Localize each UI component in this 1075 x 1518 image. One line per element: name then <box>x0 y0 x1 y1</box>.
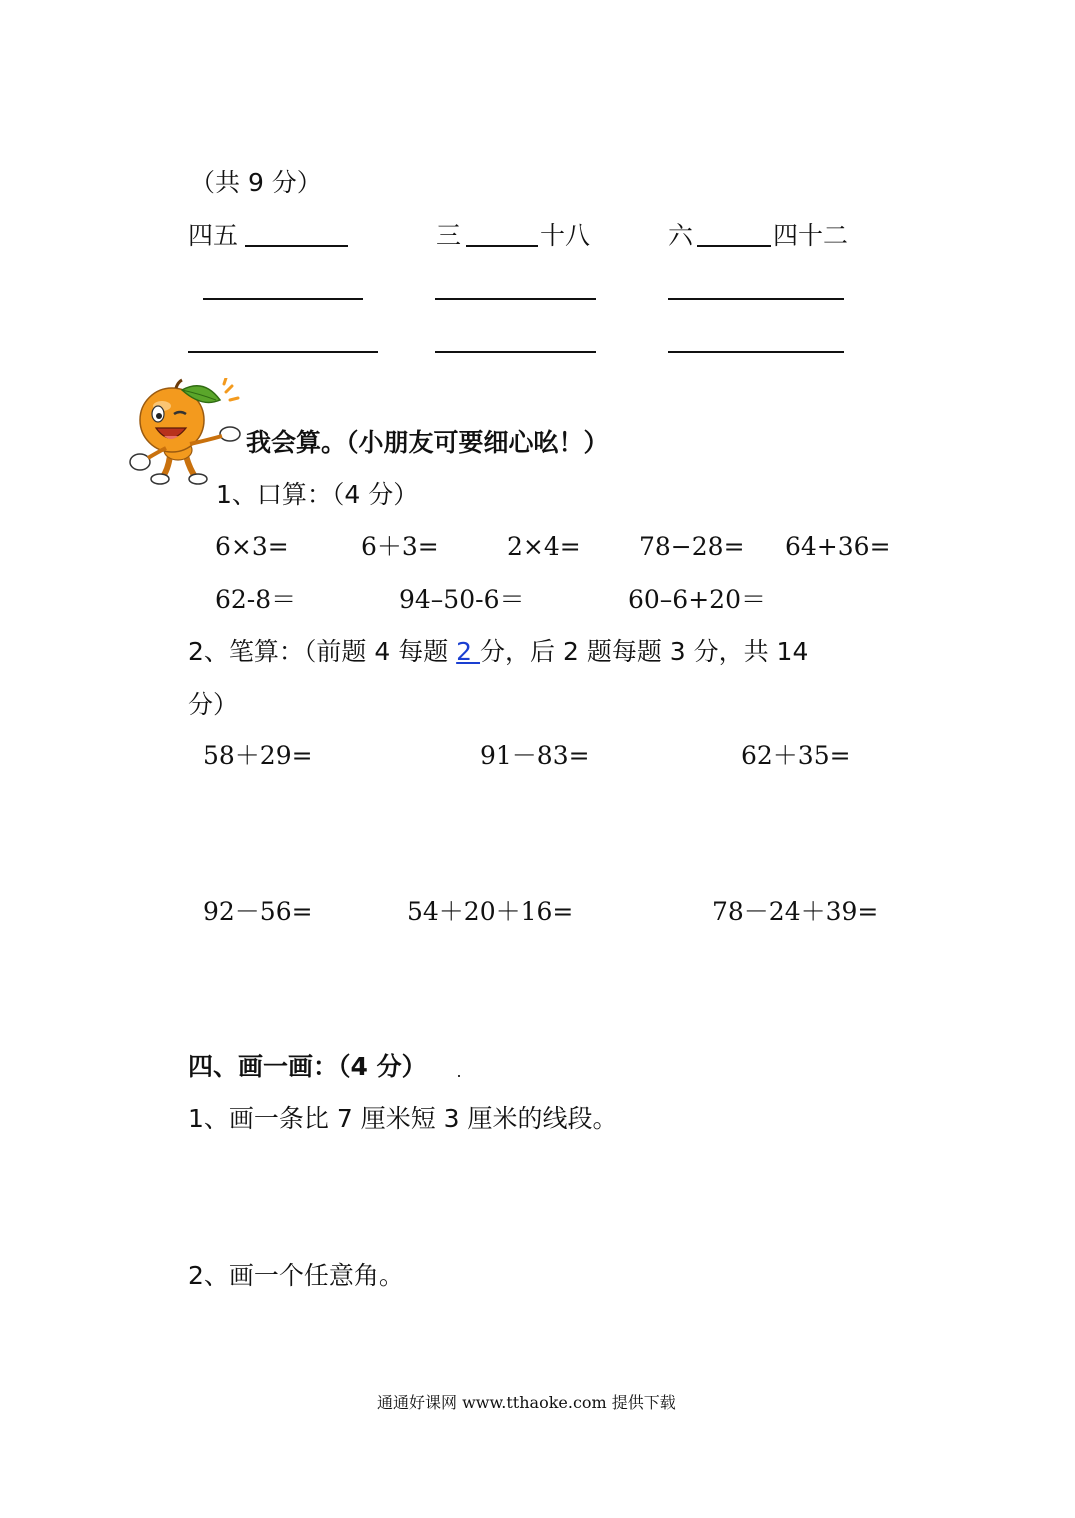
oral-problem: 60–6+20＝ <box>628 585 766 614</box>
written-problem: 58＋29= <box>203 741 313 770</box>
drawing-question-1: 1、画一条比 7 厘米短 3 厘米的线段。 <box>188 1104 618 1133</box>
footer-text: 通通好课网 www.tthaoke.com 提供下载 <box>377 1393 676 1412</box>
section-score: （共 9 分） <box>190 168 322 197</box>
written-calc-title-end: 分） <box>188 690 239 719</box>
stray-dot <box>458 1075 460 1077</box>
written-problem: 78－24＋39= <box>712 897 879 926</box>
section-4-title: 四、画一画：（4 分） <box>188 1052 427 1081</box>
fill-blank-1[interactable] <box>245 245 348 247</box>
section-3-title: 我会算。（小朋友可要细心吆！） <box>246 428 609 457</box>
oral-problem: 6×3= <box>215 532 289 561</box>
written-calc-title <box>188 637 808 667</box>
oral-problem: 78−28= <box>639 532 745 561</box>
answer-line[interactable] <box>188 351 378 353</box>
fill-item-2-prefix: 三 <box>436 221 462 250</box>
fill-item-3-suffix: 四十二 <box>773 221 849 250</box>
orange-mascot-icon <box>126 378 246 488</box>
drawing-question-2: 2、画一个任意角。 <box>188 1261 404 1290</box>
written-problem: 92－56= <box>203 897 313 926</box>
oral-problem: 2×4= <box>507 532 581 561</box>
written-calc-title-a: 2、笔算：（前题 4 每题 <box>188 637 457 666</box>
fill-item-2-suffix: 十八 <box>540 221 591 250</box>
written-problem: 62＋35= <box>741 741 851 770</box>
title-link[interactable]: 2 <box>456 637 481 666</box>
oral-problem: 64+36= <box>785 532 891 561</box>
oral-problem: 94–50-6＝ <box>399 585 525 614</box>
answer-line[interactable] <box>203 298 363 300</box>
written-problem: 91－83= <box>480 741 590 770</box>
fill-blank-3[interactable] <box>697 245 771 247</box>
fill-blank-2[interactable] <box>466 245 538 247</box>
answer-line[interactable] <box>668 351 844 353</box>
oral-calc-title: 1、口算：（4 分） <box>216 480 419 509</box>
fill-item-3-prefix: 六 <box>668 221 694 250</box>
answer-line[interactable] <box>435 298 596 300</box>
written-calc-title-b: 分，后 2 题每题 3 分，共 14 <box>480 637 809 666</box>
answer-line[interactable] <box>668 298 844 300</box>
oral-problem: 62-8＝ <box>215 585 297 614</box>
oral-problem: 6＋3= <box>361 532 439 561</box>
answer-line[interactable] <box>435 351 596 353</box>
written-problem: 54＋20＋16= <box>407 897 574 926</box>
fill-item-1-prefix: 四五 <box>188 221 239 250</box>
